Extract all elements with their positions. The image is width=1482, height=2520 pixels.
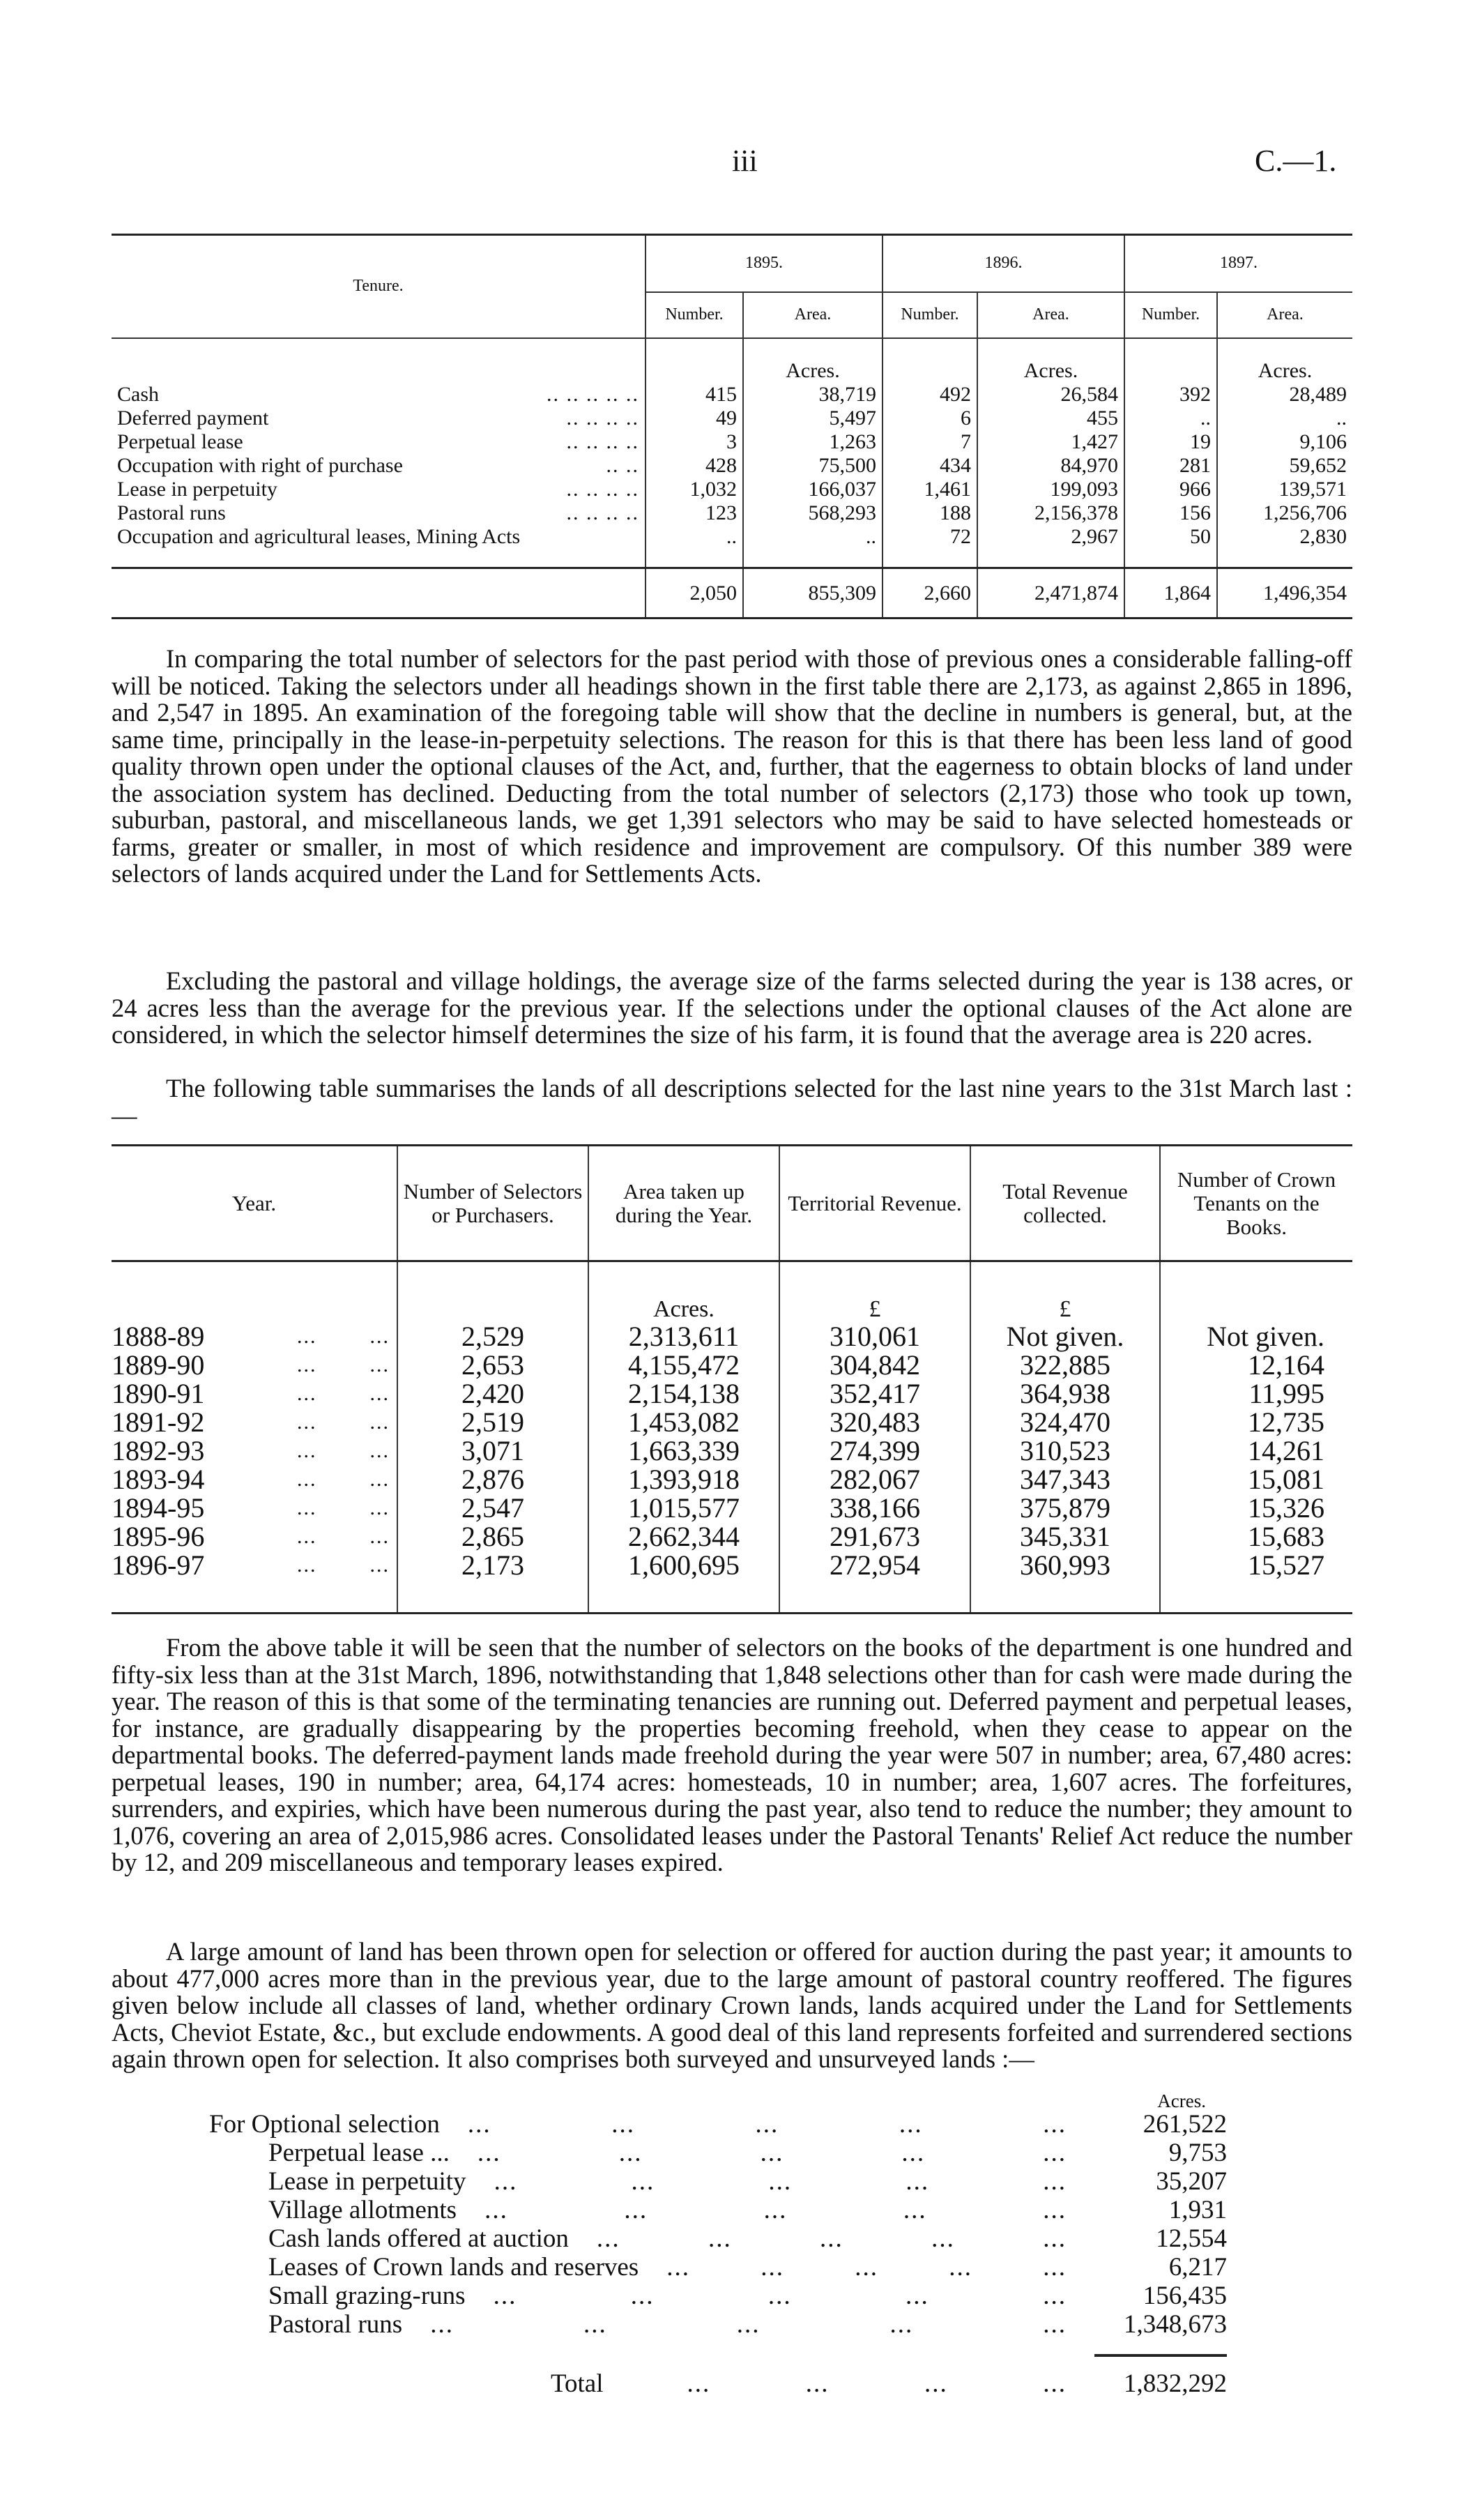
tenure-cell <box>112 501 645 525</box>
spacer <box>397 1580 588 1614</box>
list-item <box>209 2282 1227 2310</box>
value-cell: 360,993 <box>970 1551 1160 1580</box>
spacer <box>883 549 977 568</box>
value-cell: 2,876 <box>397 1466 588 1494</box>
dot-leader: ... ... <box>297 1411 390 1434</box>
leader-dots: ... <box>687 2369 711 2398</box>
leader-dots: ... <box>906 2167 930 2196</box>
leader-dots: ... <box>906 2282 929 2310</box>
leader-dots: ... <box>1043 2310 1067 2339</box>
spacer <box>977 549 1124 568</box>
value-cell: 15,081 <box>1160 1466 1352 1494</box>
leader-dots: ... <box>1043 2282 1067 2310</box>
dot-leader: ... ... <box>297 1496 390 1519</box>
spacer <box>645 338 743 383</box>
value-cell: 15,527 <box>1160 1551 1352 1580</box>
units-label: £ <box>970 1261 1160 1323</box>
year-cell <box>112 1466 397 1494</box>
area-column-header: Area. <box>743 292 883 338</box>
value-cell: 291,673 <box>779 1523 970 1551</box>
value-cell: 345,331 <box>970 1523 1160 1551</box>
spacer <box>645 549 743 568</box>
value-cell: 568,293 <box>743 501 883 525</box>
dot-leader <box>440 2110 1087 2139</box>
list-item <box>209 2110 1227 2139</box>
value-cell: 455 <box>977 407 1124 430</box>
leader-dots: ... <box>768 2167 793 2196</box>
tenure-cell <box>112 430 645 454</box>
value-cell: 1,393,918 <box>588 1466 779 1494</box>
value-cell: 324,470 <box>970 1409 1160 1437</box>
tenure-cell <box>112 454 645 478</box>
value-cell: 2,519 <box>397 1409 588 1437</box>
table-row <box>112 1523 1352 1551</box>
item-value: 1,348,673 <box>1124 2310 1227 2339</box>
leader-dots: ... <box>596 2224 620 2253</box>
land-opened-list <box>209 2092 1227 2398</box>
value-cell: 347,343 <box>970 1466 1160 1494</box>
value-cell: 75,500 <box>743 454 883 478</box>
leader-dots: ... <box>763 2196 788 2224</box>
value-cell: 166,037 <box>743 478 883 501</box>
value-cell: .. <box>743 525 883 549</box>
leader-dots: ... <box>1043 2110 1067 2139</box>
list-item <box>209 2167 1227 2196</box>
value-cell: 2,173 <box>397 1551 588 1580</box>
value-cell: 304,842 <box>779 1351 970 1380</box>
spacer <box>397 1261 588 1323</box>
paragraph: Excluding the pastoral and village holdings, the average size of the farms selected during the year is 138 acres, or 24 acres less than the average for the previous year. If the selections under the optional clauses of the Act alone are considered, in which the selector himself determines the size of his farm, it is found that the average area is 220 acres. <box>112 966 1352 1049</box>
value-cell: 15,326 <box>1160 1494 1352 1523</box>
value-cell: 392 <box>1124 383 1217 407</box>
year-label: 1888-89 <box>112 1321 205 1352</box>
value-cell: 2,547 <box>397 1494 588 1523</box>
total-value: 1,832,292 <box>1124 2369 1227 2398</box>
table-row <box>112 1323 1352 1351</box>
value-cell: 1,663,339 <box>588 1437 779 1466</box>
leader-dots: ... <box>1043 2369 1067 2398</box>
paragraph: The following table summarises the lands of all descriptions selected for the last nine years to the 31st March last :— <box>112 1074 1352 1130</box>
year-label: 1893-94 <box>112 1464 205 1495</box>
item-value: 1,931 <box>1168 2196 1227 2224</box>
total-cell: 855,309 <box>743 568 883 618</box>
leader-dots: ... <box>889 2310 914 2339</box>
tenure-label: Occupation and agricultural leases, Mining Acts <box>117 524 521 548</box>
year-label: 1892-93 <box>112 1435 205 1466</box>
value-cell: 5,497 <box>743 407 883 430</box>
column-header: Territorial Revenue. <box>779 1146 970 1261</box>
spacer <box>112 1580 397 1614</box>
spacer <box>112 568 645 618</box>
leader-dots: ... <box>1043 2167 1067 2196</box>
value-cell: 281 <box>1124 454 1217 478</box>
value-cell: 4,155,472 <box>588 1351 779 1380</box>
value-cell: 2,967 <box>977 525 1124 549</box>
units-label: Acres. <box>1217 338 1352 383</box>
value-cell: 375,879 <box>970 1494 1160 1523</box>
dot-leader <box>402 2310 1087 2339</box>
spacer <box>112 338 645 383</box>
list-item <box>209 2310 1227 2339</box>
dot-leader: ... ... <box>297 1325 390 1348</box>
totals-row <box>112 568 1352 618</box>
spacer <box>1160 1580 1352 1614</box>
units-row <box>112 1261 1352 1323</box>
total-label: Total <box>551 2369 604 2398</box>
tenure-cell <box>112 383 645 407</box>
value-cell: 1,461 <box>883 478 977 501</box>
leader-dots: ... <box>484 2196 508 2224</box>
number-column-header: Number. <box>883 292 977 338</box>
spacer <box>1124 549 1217 568</box>
year-header: 1895. <box>645 235 883 292</box>
value-cell: 364,938 <box>970 1380 1160 1409</box>
value-cell: 7 <box>883 430 977 454</box>
dot-leader <box>569 2224 1087 2253</box>
tenure-cell <box>112 478 645 501</box>
dot-leader: ... ... <box>297 1439 390 1462</box>
year-label: 1896-97 <box>112 1549 205 1581</box>
value-cell: 15,683 <box>1160 1523 1352 1551</box>
tenure-table-body <box>112 338 1352 618</box>
paragraph: A large amount of land has been thrown open for selection or offered for auction during the past year; it amounts to about 477,000 acres more than in the previous year, due to the large amount of pastoral country reoffered. The figures given below include all classes of land, whether ordinary Crown lands, lands acquired under the Land for Settlements Acts, Cheviot Estate, &c., but exclude endowments. A good deal of this land represents forfeited and surrendered sections again thrown open for selection. It also comprises both surveyed and unsurveyed lands :— <box>112 1937 1352 2073</box>
column-header: Number of Crown Tenants on the Books. <box>1160 1146 1352 1261</box>
value-cell: 50 <box>1124 525 1217 549</box>
spacer <box>779 1580 970 1614</box>
value-cell: 12,164 <box>1160 1351 1352 1380</box>
column-header: Area taken up during the Year. <box>588 1146 779 1261</box>
number-column-header: Number. <box>1124 292 1217 338</box>
leader-dots: ... <box>931 2224 955 2253</box>
tenure-table <box>112 234 1352 619</box>
total-cell: 2,471,874 <box>977 568 1124 618</box>
document-reference: C.—1. <box>1255 144 1337 178</box>
value-cell: 156 <box>1124 501 1217 525</box>
dot-leader <box>466 2167 1087 2196</box>
leader-dots: ... <box>767 2282 792 2310</box>
value-cell: 274,399 <box>779 1437 970 1466</box>
value-cell: 1,263 <box>743 430 883 454</box>
year-cell <box>112 1551 397 1580</box>
leader-dots: ... <box>583 2310 607 2339</box>
value-cell: 2,313,611 <box>588 1323 779 1351</box>
tenure-label: Cash <box>117 382 159 406</box>
value-cell: 139,571 <box>1217 478 1352 501</box>
header-row <box>112 1146 1352 1261</box>
selections-table-body <box>112 1261 1352 1614</box>
year-label: 1894-95 <box>112 1492 205 1524</box>
units-label: £ <box>779 1261 970 1323</box>
dot-leader <box>450 2139 1087 2167</box>
selections-table <box>112 1144 1352 1614</box>
year-cell <box>112 1494 397 1523</box>
value-cell: 6 <box>883 407 977 430</box>
table-row <box>112 1466 1352 1494</box>
list-item <box>209 2139 1227 2167</box>
value-cell: 123 <box>645 501 743 525</box>
item-value: 9,753 <box>1168 2139 1227 2167</box>
value-cell: 966 <box>1124 478 1217 501</box>
dot-leader: ... ... <box>297 1554 390 1577</box>
units-label: Acres. <box>743 338 883 383</box>
leader-dots: ... <box>708 2224 732 2253</box>
year-cell <box>112 1406 397 1438</box>
leader-dots: ... <box>949 2253 972 2282</box>
value-cell: 49 <box>645 407 743 430</box>
leader-dots: ... <box>477 2139 501 2167</box>
list-item <box>209 2196 1227 2224</box>
dot-leader: .. .. <box>606 453 639 477</box>
year-cell <box>112 1323 397 1351</box>
leader-dots: ... <box>901 2139 926 2167</box>
table-row <box>112 383 1352 407</box>
tenure-header: Tenure. <box>112 235 645 338</box>
leader-dots: ... <box>493 2282 517 2310</box>
list-item <box>209 2253 1227 2282</box>
tenure-label: Pastoral runs <box>117 501 226 524</box>
table-row <box>112 525 1352 549</box>
table-row <box>112 1494 1352 1523</box>
tenure-label: Lease in perpetuity <box>117 477 277 501</box>
value-cell: 38,719 <box>743 383 883 407</box>
value-cell: 428 <box>645 454 743 478</box>
area-column-header: Area. <box>977 292 1124 338</box>
item-value: 261,522 <box>1143 2110 1227 2139</box>
leader-dots: ... <box>611 2110 635 2139</box>
year-cell <box>112 1380 397 1409</box>
value-cell: 3,071 <box>397 1437 588 1466</box>
value-cell: 26,584 <box>977 383 1124 407</box>
value-cell: 59,652 <box>1217 454 1352 478</box>
year-cell <box>112 1437 397 1466</box>
item-label: Pastoral runs <box>268 2310 403 2339</box>
year-label: 1891-92 <box>112 1406 205 1438</box>
leader-dots: ... <box>631 2167 655 2196</box>
value-cell: 352,417 <box>779 1380 970 1409</box>
leader-dots: ... <box>1043 2253 1067 2282</box>
leader-dots: ... <box>899 2110 923 2139</box>
leader-dots: ... <box>805 2369 830 2398</box>
paragraph: From the above table it will be seen that the number of selectors on the books of the department is one hundred and fifty-six less than at the 31st March, 1896, notwithstanding that 1,848 selections other than for cash were made during the year. The reason of this is that some of the terminating tenancies are running out. Deferred payment and perpetual leases, for instance, are gradually disappearing by the properties becoming freehold, when they cease to appear on the departmental books. The deferred-payment lands made freehold during the year were 507 in number; area, 67,480 acres: perpetual leases, 190 in number; area, 64,174 acres: homesteads, 10 in number; area, 1,607 acres. The forfeitures, surrenders, and expiries, which have been numerous during the past year, also tend to reduce the number; they amount to 1,076, covering an area of 2,015,986 acres. Consolidated leases under the Pastoral Tenants' Relief Act reduce the number by 12, and 209 miscellaneous and temporary leases expired. <box>112 1633 1352 1876</box>
value-cell: 272,954 <box>779 1551 970 1580</box>
item-label: Leases of Crown lands and reserves <box>268 2253 639 2282</box>
paragraph: In comparing the total number of selectors for the past period with those of previous ones a considerable falling-off will be noticed. Taking the selectors under all headings shown in the first table there are 2,173, as against 2,865 in 1896, and 2,547 in 1895. An examination of the foregoing table will show that the decline in numbers is general, but, at the same time, principally in the lease-in-perpetuity selections. The reason for this is that there has been less land of good quality thrown open under the optional clauses of the Act, and, further, that the eagerness to obtain blocks of land under the association system has declined. Deducting from the total number of selectors (2,173) those who took up town, suburban, pastoral, and miscellaneous lands, we get 1,391 selectors who may be said to have selected homesteads or farms, greater or smaller, in most of which residence and improvement are compulsory. Of this number 389 were selectors of lands acquired under the Land for Settlements Acts. <box>112 644 1352 888</box>
item-value: 12,554 <box>1156 2224 1227 2253</box>
leader-dots: ... <box>755 2110 779 2139</box>
tenure-label: Perpetual lease <box>117 430 243 453</box>
value-cell: 84,970 <box>977 454 1124 478</box>
table-row <box>112 1351 1352 1380</box>
year-cell <box>112 1351 397 1380</box>
dot-leader: ... ... <box>297 1468 390 1491</box>
table-row <box>112 1380 1352 1409</box>
dot-leader <box>466 2282 1087 2310</box>
leader-dots: ... <box>1043 2196 1067 2224</box>
value-cell: Not given. <box>970 1323 1160 1351</box>
value-cell: 310,523 <box>970 1437 1160 1466</box>
item-label: Lease in perpetuity <box>268 2167 466 2196</box>
table-row <box>112 1437 1352 1466</box>
table-row <box>112 501 1352 525</box>
total-cell: 1,496,354 <box>1217 568 1352 618</box>
spacer <box>970 1580 1160 1614</box>
value-cell: .. <box>645 525 743 549</box>
value-cell: 1,015,577 <box>588 1494 779 1523</box>
value-cell: 2,529 <box>397 1323 588 1351</box>
leader-dots: ... <box>820 2224 843 2253</box>
value-cell: 199,093 <box>977 478 1124 501</box>
column-header: Total Revenue collected. <box>970 1146 1160 1261</box>
total-cell: 2,660 <box>883 568 977 618</box>
value-cell: 9,106 <box>1217 430 1352 454</box>
year-cell <box>112 1523 397 1551</box>
value-cell: 322,885 <box>970 1351 1160 1380</box>
value-cell: 14,261 <box>1160 1437 1352 1466</box>
table-row <box>112 454 1352 478</box>
total-rule <box>1094 2354 1227 2357</box>
total-cell: 1,864 <box>1124 568 1217 618</box>
dot-leader: ... ... <box>297 1353 390 1376</box>
leader-dots: ... <box>1043 2139 1067 2167</box>
leader-dots: ... <box>624 2196 648 2224</box>
leader-dots: ... <box>736 2310 761 2339</box>
year-header: 1897. <box>1124 235 1352 292</box>
dot-leader: ... ... <box>297 1382 390 1405</box>
value-cell: 72 <box>883 525 977 549</box>
value-cell: 3 <box>645 430 743 454</box>
value-cell: 19 <box>1124 430 1217 454</box>
tenure-label: Deferred payment <box>117 406 269 430</box>
dot-leader: .. .. .. .. <box>566 406 639 430</box>
dot-leader <box>639 2253 1087 2282</box>
total-cell: 2,050 <box>645 568 743 618</box>
value-cell: 188 <box>883 501 977 525</box>
value-cell: 2,662,344 <box>588 1523 779 1551</box>
table-row <box>112 1551 1352 1580</box>
dot-leader: .. .. .. .. <box>566 430 639 453</box>
dot-leader: .. .. .. .. .. <box>547 382 639 406</box>
item-value: 156,435 <box>1143 2282 1227 2310</box>
spacer-row <box>112 549 1352 568</box>
value-cell: 2,653 <box>397 1351 588 1380</box>
total-row <box>209 2369 1227 2398</box>
leader-dots: ... <box>924 2369 948 2398</box>
value-cell: 1,032 <box>645 478 743 501</box>
column-header: Number of Selectors or Purchasers. <box>397 1146 588 1261</box>
dot-leader: ... ... <box>297 1525 390 1548</box>
leader-dots: ... <box>467 2110 491 2139</box>
value-cell: 28,489 <box>1217 383 1352 407</box>
leader-dots: ... <box>494 2167 518 2196</box>
spacer-row <box>112 1580 1352 1614</box>
value-cell: 282,067 <box>779 1466 970 1494</box>
tenure-cell <box>112 407 645 430</box>
value-cell: .. <box>1217 407 1352 430</box>
area-column-header: Area. <box>1217 292 1352 338</box>
item-label: Perpetual lease ... <box>268 2139 450 2167</box>
leader-dots: ... <box>618 2139 643 2167</box>
units-label: Acres. <box>588 1261 779 1323</box>
value-cell: 2,154,138 <box>588 1380 779 1409</box>
item-label: For Optional selection <box>209 2110 440 2139</box>
spacer <box>112 549 645 568</box>
dot-leader <box>604 2369 1088 2398</box>
year-label: 1889-90 <box>112 1349 205 1381</box>
spacer <box>883 338 977 383</box>
dot-leader: .. .. .. .. <box>566 501 639 524</box>
value-cell: 1,256,706 <box>1217 501 1352 525</box>
column-header: Year. <box>112 1146 397 1261</box>
units-row <box>112 338 1352 383</box>
spacer <box>743 549 883 568</box>
leader-dots: ... <box>1043 2224 1067 2253</box>
item-value: 6,217 <box>1168 2253 1227 2282</box>
dot-leader <box>457 2196 1087 2224</box>
spacer <box>1160 1261 1352 1323</box>
item-label: Village allotments <box>268 2196 457 2224</box>
spacer <box>112 1261 397 1323</box>
year-header: 1896. <box>883 235 1124 292</box>
leader-dots: ... <box>630 2282 655 2310</box>
leader-dots: ... <box>666 2253 690 2282</box>
list-item <box>209 2224 1227 2253</box>
value-cell: 2,865 <box>397 1523 588 1551</box>
value-cell: 1,427 <box>977 430 1124 454</box>
value-cell: 310,061 <box>779 1323 970 1351</box>
dot-leader: .. .. .. .. <box>566 477 639 501</box>
value-cell: 2,830 <box>1217 525 1352 549</box>
number-column-header: Number. <box>645 292 743 338</box>
value-cell: Not given. <box>1160 1323 1352 1351</box>
year-label: 1890-91 <box>112 1378 205 1409</box>
value-cell: 415 <box>645 383 743 407</box>
table-row <box>112 478 1352 501</box>
value-cell: 492 <box>883 383 977 407</box>
leader-dots: ... <box>903 2196 927 2224</box>
leader-dots: ... <box>760 2139 784 2167</box>
leader-dots: ... <box>855 2253 878 2282</box>
item-value: 35,207 <box>1156 2167 1227 2196</box>
table-row <box>112 1409 1352 1437</box>
value-cell: 338,166 <box>779 1494 970 1523</box>
value-cell: 434 <box>883 454 977 478</box>
value-cell: 2,420 <box>397 1380 588 1409</box>
leader-dots: ... <box>430 2310 454 2339</box>
spacer <box>1124 338 1217 383</box>
units-label: Acres. <box>977 338 1124 383</box>
tenure-cell <box>112 525 645 549</box>
spacer <box>1217 549 1352 568</box>
value-cell: 320,483 <box>779 1409 970 1437</box>
item-label: Small grazing-runs <box>268 2282 466 2310</box>
tenure-label: Occupation with right of purchase <box>117 453 403 477</box>
year-label: 1895-96 <box>112 1521 205 1552</box>
item-label: Cash lands offered at auction <box>268 2224 569 2253</box>
value-cell: 11,995 <box>1160 1380 1352 1409</box>
page-number: iii <box>732 144 758 178</box>
units-label: Acres. <box>1157 2090 1206 2111</box>
table-row <box>112 407 1352 430</box>
value-cell: 1,600,695 <box>588 1551 779 1580</box>
spacer <box>588 1580 779 1614</box>
value-cell: .. <box>1124 407 1217 430</box>
value-cell: 12,735 <box>1160 1409 1352 1437</box>
leader-dots: ... <box>761 2253 784 2282</box>
table-row <box>112 430 1352 454</box>
value-cell: 2,156,378 <box>977 501 1124 525</box>
value-cell: 1,453,082 <box>588 1409 779 1437</box>
